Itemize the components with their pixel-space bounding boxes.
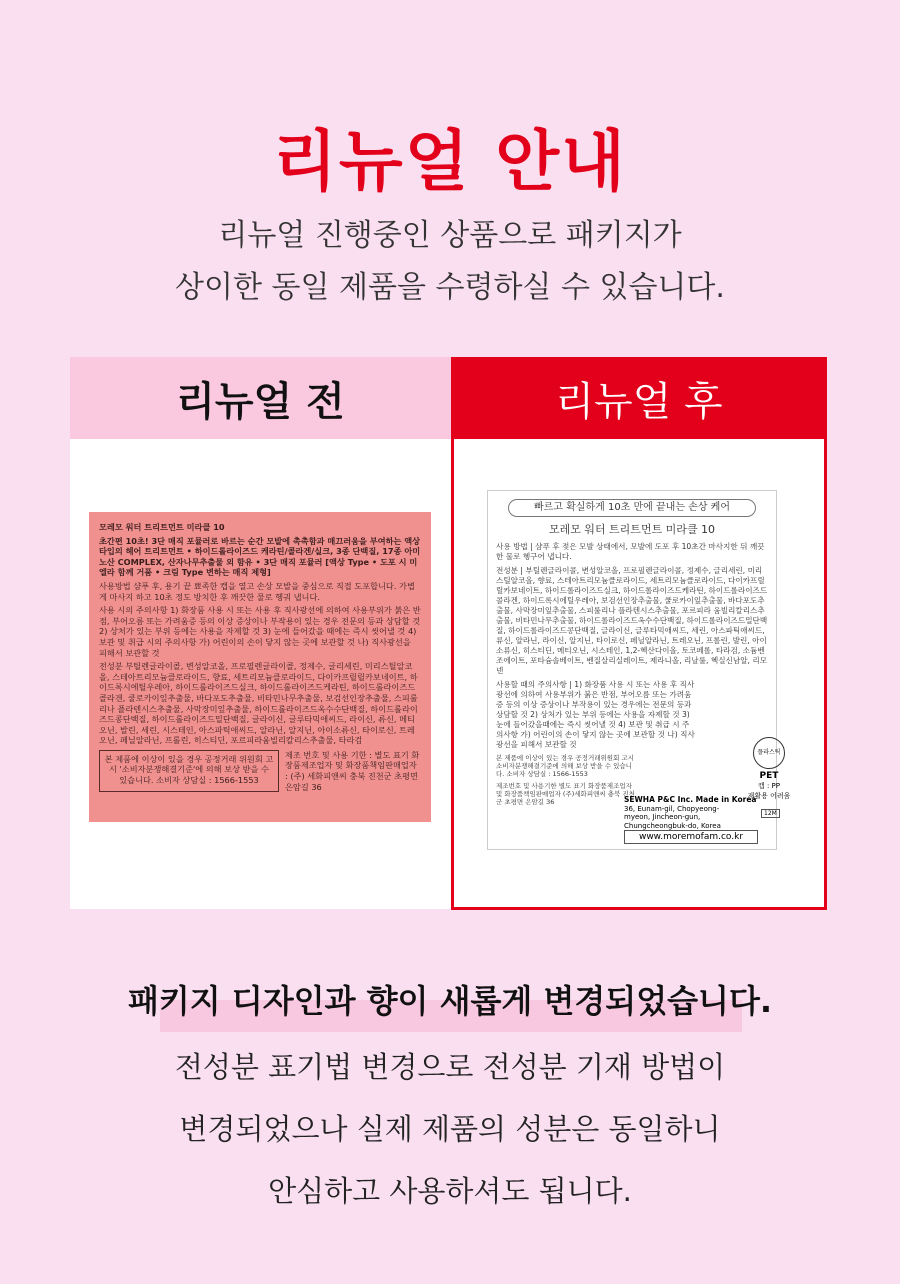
old-label-title: 모레모 워터 트리트먼트 미라클 10: [99, 522, 225, 532]
description-line-2: 변경되었으나 실제 제품의 성분은 동일하니: [179, 1112, 721, 1146]
new-label-maker-en: [624, 796, 764, 830]
recycle-note: 재활용 어려움: [747, 792, 791, 800]
page-subtitle: [0, 210, 900, 314]
old-label-notice: 본 제품에 이상이 있을 경우 공정거래 위원회 고시 '소비자분쟁해결기준'에 의해 보상 받을 수 있습니다. 소비자 상담실 : 1566-1553: [99, 750, 279, 792]
before-renewal-header: 리뉴얼 전: [70, 357, 451, 439]
old-label-footer: [99, 750, 421, 792]
change-headline: 패키지 디자인과 향이 새롭게 변경되었습니다.: [127, 982, 773, 1020]
new-label-usage: 사용 방법 | 샴푸 후 젖은 모발 상태에서, 모발에 도포 후 10초간 마사지한 뒤 깨끗한 물로 헹구어 냅니다.: [496, 542, 765, 561]
before-renewal-panel: [70, 439, 451, 909]
old-label-maker: 제조 번호 및 사용 기한 : 별도 표기 화장품제조업자 및 화장품책임판매업자 : (주) 세화피앤씨 충북 진천군 초평면 은암길 36: [285, 749, 420, 792]
after-renewal-header: 리뉴얼 후: [451, 357, 827, 439]
recycle-cap: 캡 : PP: [757, 782, 780, 790]
description-line-3: 안심하고 사용하셔도 됩니다.: [268, 1174, 632, 1208]
new-label-maker-kr: 제조번호 및 사용기한 별도 표기 화장품제조업자 및 화장품책임판매업자 (주)세화피앤씨 충북 진천군 초평면 은암길 36: [496, 782, 635, 806]
new-label-notice: 본 제품에 이상이 있는 경우 공정거래위원회 고시 소비자분쟁해결기준에 의해 보상 받을 수 있습니다. 소비자 상담실 : 1566-1553: [496, 754, 634, 778]
subtitle-line-2: 상이한 동일 제품을 수령하실 수 있습니다.: [175, 270, 725, 305]
recycle-mark: [744, 737, 794, 801]
description-line-1: 전성분 표기법 변경으로 전성분 기재 방법이: [174, 1050, 726, 1084]
new-label-ingredients: 전성분 | 부틸렌글라이콜, 변성알코올, 프로필렌글라이콜, 정제수, 글리세린, 미리스틸알코올, 향료, 스테아트리모늄클로라이드, 세트리모늄클로라이드, 다이카프릴릴카보네이트, 하이드롤라이즈드실크, 하이드롤라이즈드케라틴, 하이드롤라이즈드콜라겐, 하이드록시에틸우레아, 보검선인장추출물, 쿨로카이잎추출물, 바다포도추출물, 사막장미잎추출물, 스피룰리나 플라텐시스추출물, 포르피라 움빌리칼리스추출물, 비타민나무추출물, 하이드롤라이즈드옥수수단백질, 하이드롤라이즈드밀단백질, 하이드롤라이즈드콩단백질, 글라이신, 글루타믹애씨드, 세린, 아스파틱애씨드, 류신, 알라닌, 라이신, 알지닌, 타이로신, 페닐알라닌, 트레오닌, 프롤린, 발린, 아이소류신, 히스티딘, 메티오닌, 시스테인, 1,2-헥산다이올, 토코페롤, 타라검, 소듐벤조에이트, 포타슘솔베이트, 벤질살리실레이트, 제라니올, 리날룰, 헥실신남알, 리모넨: [496, 566, 768, 675]
old-label-ingredients: 전성분 부틸렌글라이콜, 변성알코올, 프로필렌글라이콜, 정제수, 글리세린, 미리스틸알코올, 스테아트리모늄클로라이드, 향료, 세트리모늄클로라이드, 다이카프릴릴카보네이트, 하이드록시에틸우레아, 하이드롤라이즈드실크, 하이드롤라이즈드케라틴, 하이드롤라이즈드콜라겐, 쿨로카이잎추출물, 바다포도추출물, 비타민나무추출물, 보검선인장추출물, 스피룰리나 플라텐시스추출물, 사막장미잎추출물, 하이드롤라이즈드옥수수단백질, 하이드롤라이즈드콩단백질, 하이드롤라이즈드밀단백질, 글라이신, 글루타믹애씨드, 라이신, 류신, 메티오닌, 발린, 세린, 시스테인, 아스파틱애씨드, 알라닌, 알지닌, 아이소류신, 타이로신, 트레오닌, 페닐알라닌, 프롤린, 히스티딘, 포르피라움빌리칼리스추출물, 타라검: [99, 661, 418, 746]
new-label-banner: 빠르고 확실하게 10초 만에 끝내는 손상 케어: [508, 499, 756, 517]
recycle-icon: 플라스틱: [753, 737, 785, 769]
old-label-caution: 사용 시의 주의사항 1) 화장품 사용 시 또는 사용 후 직사광선에 의하여 사용부위가 붉은 반점, 부어오름 또는 가려움증 등의 이상 증상이나 부작용이 있는 경우 전문의 등과 상담할 것 2) 상처가 있는 부위 등에는 사용을 자제할 것 3) 눈에 들어갔을 때에는 즉시 씻어낼 것 4) 보관 및 취급 시의 주의사항 가) 어린이의 손이 닿지 않는 곳에 보관할 것 나) 직사광선을 피해서 보관할 것: [99, 605, 421, 658]
website-box: www.moremofam.co.kr: [624, 830, 758, 844]
new-label-caution: 사용할 때의 주의사항 | 1) 화장품 사용 시 또는 사용 후 직사광선에 의하여 사용부위가 붉은 반점, 부어오름 또는 가려움증 등의 이상 증상이나 부작용이 있는 경우에는 전문의 등과 상담할 것 2) 상처가 있는 부위 등에는 사용을 자제할 것 3) 눈에 들어갔을때에는 즉시 씻어낼 것 4) 보관 및 취급 시 주의사항 가) 어린이의 손이 닿지 않는 곳에 보관할 것 나) 직사광선을 피해서 보관할 것: [496, 680, 695, 749]
change-description: [0, 1036, 900, 1222]
maker-en-address: 36, Eunam-gil, Chopyeong-myeon, Jincheon-gun, Chungcheongbuk-do, Korea: [624, 804, 721, 830]
old-package-label: [89, 512, 431, 822]
maker-en-title: SEWHA P&C Inc. Made in Korea: [624, 795, 757, 804]
after-renewal-panel: [451, 439, 827, 910]
old-label-intro: 초간편 10초! 3단 매직 포뮬러로 바르는 순간 모발에 촉촉함과 매끄러움을 부여하는 액상 타입의 헤어 트리트먼트 • 하이드롤라이즈드 케라틴/콜라겐/실크, 3종 단백질, 17종 아미노산 COMPLEX, 산자나무추출물 외 함유 • 3단 매직 포뮬러 [액상 Type • 도포 시 미엘라 함께 거품 • 크림 Type 변하는 매직 제형]: [99, 535, 421, 578]
new-label-title: 모레모 워터 트리트먼트 미라클 10: [548, 523, 716, 536]
pao-icon: 12M: [761, 809, 780, 818]
old-label-usage: 사용방법 샴푸 후, 용기 끝 뾰족한 캡을 열고 손상 모발을 중심으로 직접 도포합니다. 가볍게 마사지 하고 10초 정도 방치한 후 깨끗한 물로 헹궈 냅니다.: [99, 580, 415, 602]
subtitle-line-1: 리뉴얼 진행중인 상품으로 패키지가: [218, 218, 682, 253]
recycle-material: PET: [759, 771, 779, 781]
page-title: 리뉴얼 안내: [273, 123, 627, 200]
